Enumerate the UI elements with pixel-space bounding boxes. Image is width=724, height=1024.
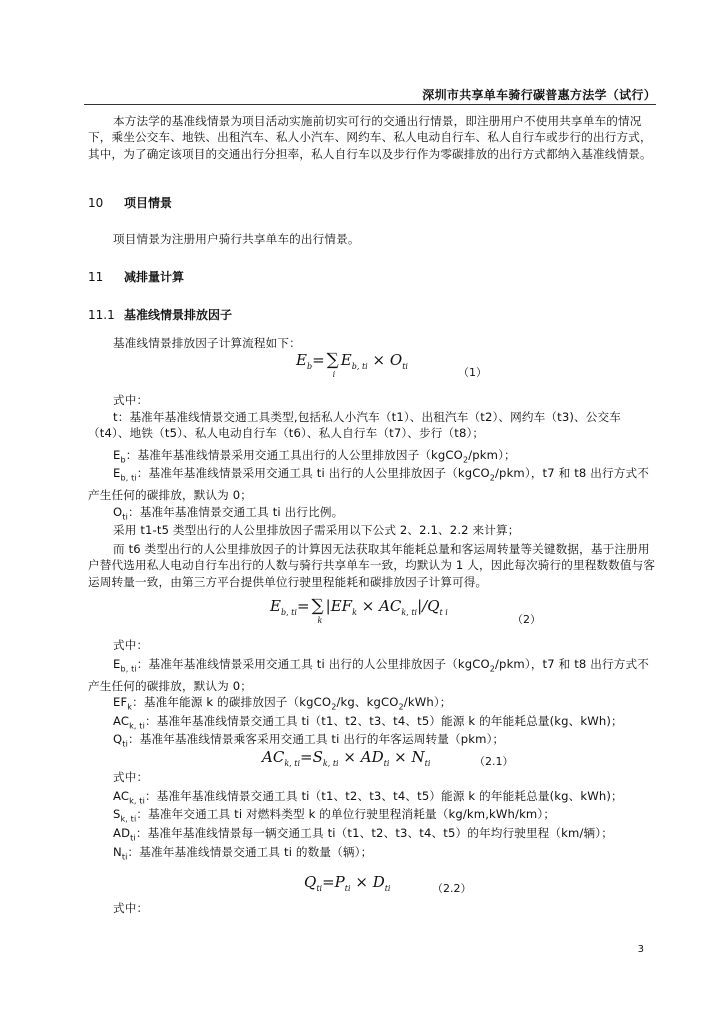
header-rule <box>84 104 656 105</box>
equation-1: $E_b=$ ∑ i $E_{b, ti} \times O_{ti}$ <box>296 350 408 379</box>
equation-2-number: （2） <box>512 613 541 626</box>
formula-paragraph: 采用 t1-t5 类型出行的人公里排放因子需采用以下公式 2、2.1、2.2 来计算； <box>113 523 520 537</box>
section-number: 11 <box>88 270 104 284</box>
equation-2-2-number: （2.2） <box>432 882 472 895</box>
where-label: 式中： <box>113 770 149 784</box>
where-label: 式中： <box>113 901 149 915</box>
def3-s: $S_{k, ti}$：基准年交通工具 ti 对燃料类型 k 的单位行驶里程消耗量（kg/km,kWh/km）； <box>113 807 556 824</box>
def-oti: $O_{ti}$：基准年基准情景交通工具 ti 出行比例。 <box>113 505 344 522</box>
equation-2: $E_{b, ti}=$ ∑ k $|EF_k \times AC_{k, ti}|/Q_{t i}$ <box>270 596 448 625</box>
equation-2-1-number: （2.1） <box>474 755 514 768</box>
equation-1-number: （1） <box>458 366 487 379</box>
equation-2-2: $Q_{ti}=P_{ti} \times D_{ti}$ <box>304 873 391 893</box>
def3-ad: $AD_{ti}$：基准年基准线情景每一辆交通工具 ti（t1、t2、t3、t4、t5）的年均行驶里程（km/辆）； <box>113 826 613 843</box>
sum-symbol: ∑ k <box>311 596 324 625</box>
page-number: 3 <box>637 944 644 955</box>
sum-symbol: ∑ i <box>326 350 339 379</box>
def-ebti: $E_{b, ti}$：基准年基准线情景采用交通工具 ti 出行的人公里排放因子（kgCO$_2$/pkm），t7 和 t8 出行方式不产生任何的碳排放，默认为 0； <box>88 466 649 502</box>
def2-q: $Q_{ti}$：基准年基准线情景乘客采用交通工具 ti 出行的年客运周转量（pkm）； <box>113 732 505 749</box>
section-title: 项目情景 <box>124 196 173 210</box>
def3-n: $N_{ti}$：基准年基准线情景交通工具 ti 的数量（辆）； <box>113 845 373 862</box>
t6-paragraph: 而 t6 类型出行的人公里排放因子的计算因无法获取其年能耗总量和客运周转量等关键数据，基于注册用户替代选用私人电动自行车出行的人数与骑行共享单车一致，均默认为 1 人，因此每次骑行的里程数数值与客运周转量一致，由第三方平台提供单位行驶里程能耗和碳排放因子计算可得。 <box>88 542 656 589</box>
flow-intro: 基准线情景排放因子计算流程如下： <box>113 336 301 350</box>
section-11-1-heading <box>88 306 232 323</box>
where-label: 式中： <box>113 393 149 407</box>
section-number: 10 <box>88 196 104 210</box>
section-title: 基准线情景排放因子 <box>124 308 233 322</box>
running-header: 深圳市共享单车骑行碳普惠方法学（试行） <box>422 88 656 102</box>
section-10-body: 项目情景为注册用户骑行共享单车的出行情景。 <box>113 232 360 246</box>
equation-2-1: $AC_{k, ti}=S_{k, ti} \times AD_{ti} \times N_{ti}$ <box>262 748 431 768</box>
section-title: 减排量计算 <box>124 270 185 284</box>
section-11-heading <box>88 268 184 285</box>
def-t: t：基准年基准线情景交通工具类型,包括私人小汽车（t1）、出租汽车（t2）、网约车（t3)、公交车（t4）、地铁（t5）、私人电动自行车（t6）、私人自行车（t7）、步行（t8）； <box>88 410 622 441</box>
section-number: 11.1 <box>88 308 115 322</box>
where-label: 式中： <box>113 638 149 652</box>
intro-paragraph: 本方法学的基准线情景为项目活动实施前切实可行的交通出行情景，即注册用户不使用共享单车的情况下，乘坐公交车、地铁、出租汽车、私人小汽车、网约车、私人电动自行车、私人自行车或步行的出行方式，其中，为了确定该项目的交通出行分担率，私人自行车以及步行作为零碳排放的出行方式都纳入基准线情景。 <box>88 114 652 161</box>
def2-ebti: $E_{b, ti}$：基准年基准线情景采用交通工具 ti 出行的人公里排放因子（kgCO$_2$/pkm），t7 和 t8 出行方式不产生任何的碳排放，默认为 0； <box>88 657 649 693</box>
section-10-heading <box>88 194 172 211</box>
def-eb: $E_b$：基准年基准线情景采用交通工具出行的人公里排放因子（kgCO$_2$/pkm）； <box>113 448 516 465</box>
def2-efk: $EF_k$：基准年能源 k 的碳排放因子（kgCO$_2$/kg、kgCO$_2$/kWh）； <box>113 695 452 712</box>
def2-ac: $AC_{k, ti}$：基准年基准线情景交通工具 ti（t1、t2、t3、t4、t5）能源 k 的年能耗总量(kg、kWh)； <box>113 714 623 731</box>
def3-ac: $AC_{k, ti}$：基准年基准线情景交通工具 ti（t1、t2、t3、t4、t5）能源 k 的年能耗总量(kg、kWh)； <box>113 789 623 806</box>
